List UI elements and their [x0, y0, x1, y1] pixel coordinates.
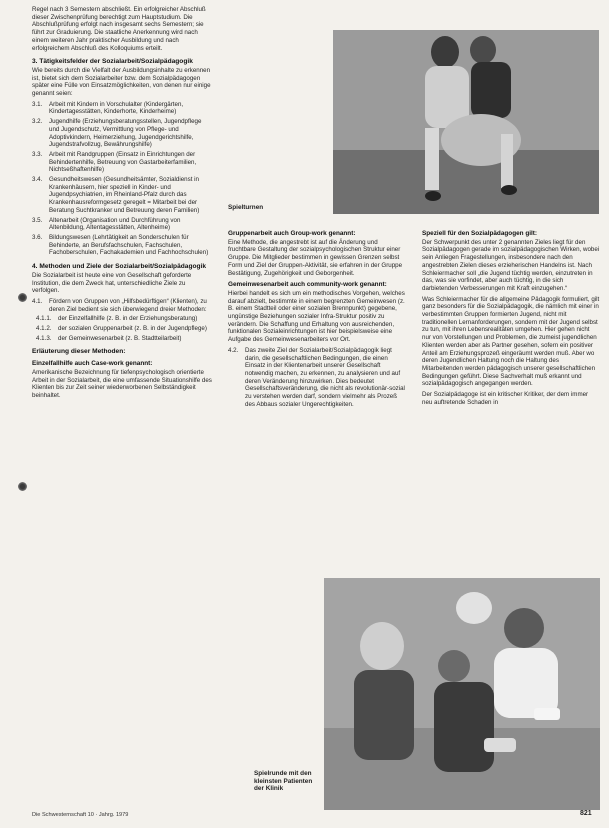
special-paragraph: Der Schwerpunkt des unter 2 genannten Zieles liegt für den Sozialpädagogen gerade im sozialpädagogischen Wirken, wobei sein Anliegen Fragestellungen, insbesondere nach den angestrebten Zielen dieses erzieherischen Handelns ist. Nach Schleiermacher soll „die Jugend tüchtig werden, einzutreten in das, was sie vorfindet, aber auch tüchtig, in die sich darbietenden Verbesserungen mit Kraft einzugehen.“ — [422, 238, 600, 292]
section-4-heading: 4. Methoden und Ziele der Sozialarbeit/Sozialpädagogik — [32, 263, 207, 271]
list-item: 4.2. Das zweite Ziel der Sozialarbeit/Sozialpädagogik liegt darin, die gesellschaftlichen Bedingungen, die einen Einsatz in der Klientenarbeit unserer Gesellschaft notwendig machen, zu erkennen, zu analysieren und auf deren Veränderung hinzuwirken. Dies bedeutet Gesellschaftsveränderung, die nicht als revolutionär-sozial zu verstehen werden darf, sondern vielmehr als Prozeß des Abbaus sozialer Ungerechtigkeiten. — [228, 346, 405, 408]
intro-paragraph: Regel nach 3 Semestern abschließt. Ein erfolgreicher Abschluß dieser Zwischenprüfung berechtigt zum Hauptstudium. Die Abschlußprüfung erfolgt nach insgesamt sechs Semestern; sie führt zur Graduierung. Die staatliche Anerkennung wird nach einem weiteren Jahr praktischer Ausbildung und nach erfolgreichem Abschluß des Kolloquiums erteilt. — [32, 6, 206, 52]
list-item: 4.1.1. der Einzelfallhilfe (z. B. in der Erziehungsberatung) — [36, 315, 198, 323]
special-paragraph: Der Sozialpädagoge ist ein kritischer Kritiker, der dem immer neu auftretende Schaden in — [422, 391, 589, 406]
photo-children-floor-play — [324, 578, 600, 810]
column-right — [422, 226, 600, 409]
photo-caption: Spielturnen — [228, 204, 264, 211]
casework-paragraph: Amerikanische Bezeichnung für tiefenpsychologisch orientierte Arbeit in der Sozialarbeit, die eine umfassende Situationshilfe des Klienten bis zur Zeit seiner wiederworbenen Selbständigkeit beinhaltet. — [32, 368, 212, 399]
methods-heading: Erläuterung dieser Methoden: — [32, 348, 126, 356]
photo-caption: Spielrunde mit den kleinsten Patienten der Klinik — [254, 770, 313, 793]
photo-children-playing — [333, 30, 599, 214]
list-item: 3.5. Altenarbeit (Organisation und Durchführung von Altenbildung, Altentagesstätten, Altenheime) — [32, 216, 181, 232]
community-heading: Gemeinwesenarbeit auch community-work genannt: — [228, 281, 387, 289]
list-item: 4.1.3. der Gemeinwesenarbeit (z. B. Stadtteilarbeit) — [36, 334, 182, 342]
list-item: 4.1.2. der sozialen Gruppenarbeit (z. B. in der Jugendpflege) — [36, 325, 207, 333]
community-paragraph: Hierbei handelt es sich um ein methodisches Vorgehen, welches darauf abzielt, bestimmte in einem begrenzten Gemeinwesen (z. B. einem Stadtteil oder einer sozialen Brennpunkt) gegebene, ungünstige Beziehungen sozialer Infra-Struktur positiv zu verändern. Die Schaffung und Erhaltung von ausreichenden, funktionalen Sozialeinrichtungen ist hier beispielsweise eine Aufgabe des Gemeinwesenarbeiters vor Ort. — [228, 289, 405, 344]
casework-heading: Einzelfallhilfe auch Case-work genannt: — [32, 360, 153, 368]
section-3-heading: 3. Tätigkeitsfelder der Sozialarbeit/Sozialpädagogik — [32, 58, 193, 66]
section-4-intro: Die Sozialarbeit ist heute eine von Gesellschaft geforderte Institution, die dem Zweck hat, unterschiedliche Ziele zu verfolgen. — [32, 271, 192, 295]
footer-publication: Die Schwesternschaft 10 · Jahrg. 1979 — [32, 812, 129, 818]
photo-children-illustration — [333, 30, 599, 214]
special-paragraph: Was Schleiermacher für die allgemeine Pädagogik formuliert, gilt ganz besonders für die Sozialpädagogik, die nämlich mit einer in verbestimmten Gruppen formierten Jugend, nicht mit traditionellen Lernanforderungen, sondern mit der Jugend selbst zu tun, mit ihren Lebensrealitäten umgehen. Hier gehen nicht nur von Vorstellungen und Problemen, die zumeist jugendlichen Klienten werden aber als Partner gesehen, sofern ein positiver Anteil am Erziehungsprozeß eingeräumt werden muß. Aber wo deren Jugendlichen Haltung noch die Haltung des Mitarbeitenden werden pädagogisch unserer gesellschaftlichen Bedingungen geführt. Diese Sachverhalt muß erkannt und sozialpädagogisch angegangen werden. — [422, 295, 600, 388]
page-number: 821 — [580, 810, 592, 817]
special-heading: Speziell für den Sozialpädagogen gilt: — [422, 230, 538, 237]
groupwork-paragraph: Eine Methode, die angestrebt ist auf die Änderung und fruchtbare Gestaltung der sozialpsychologischen Struktur einer Gruppe. Die Mitglieder bestimmen in gewissen Grenzen selbst Form und Ziel der Gruppen-Aktivität, sie erfahren in der Gruppe Bestätigung, Zugehörigkeit und Geborgenheit. — [228, 238, 403, 277]
list-item: 4.1. Fördern von Gruppen von „Hilfsbedürftigen“ (Klienten), zu deren Ziel bedient sie sich überwiegend dreier Methoden: — [32, 297, 207, 313]
column-left — [32, 6, 212, 403]
column-middle — [228, 226, 406, 410]
punch-hole — [18, 293, 27, 302]
section-3-intro: Wie bereits durch die Vielfalt der Ausbildungsinhalte zu erkennen ist, bietet sich dem Sozialarbeiter bzw. dem Sozialpädagogen später eine Fülle von Einsatzmöglichkeiten, von denen nur einige genannt seien: — [32, 66, 211, 98]
list-item: 3.2. Jugendhilfe (Erziehungsberatungsstellen, Jugendpflege und Jugendschutz, Vermittlung von Pflege- und Adoptivkindern, Heimerziehung, Jugendgerichtshilfe, Jugendstrafvollzug, Bewährungshilfe) — [32, 118, 202, 149]
section-3-list — [32, 101, 212, 257]
list-item: 3.1. Arbeit mit Kindern in Vorschulalter (Kindergärten, Kindertagesstätten, Kinderhorte, Kinderheime) — [32, 100, 184, 116]
punch-hole — [18, 482, 27, 491]
list-item: 3.4. Gesundheitswesen (Gesundheitsämter, Sozialdienst in Krankenhäusern, hier speziell in Kinder- und Jugendpsychiatrien, im Rheinland-Pfalz durch das Krankenhausreformgesetz geregelt = Mitarbeit bei der Beratung Suchtkranker und Betreuung deren Familien) — [32, 176, 200, 214]
groupwork-heading: Gruppenarbeit auch Group-work genannt: — [228, 230, 356, 237]
list-item: 3.6. Bildungswesen (Lehrtätigkeit an Sonderschulen für Behinderte, an Berufsfachschulen, Fachschulen, Fachoberschulen, Fachakademien und Fachhochschulen) — [32, 233, 209, 257]
photo-play-illustration — [324, 578, 600, 810]
section-4-list — [32, 298, 212, 343]
list-item: 3.3. Arbeit mit Randgruppen (Einsatz in Einrichtungen der Behindertenhilfe, Betreuung von Gastarbeiterfamilien, Nichtseßhaftenhilfe) — [32, 150, 197, 174]
